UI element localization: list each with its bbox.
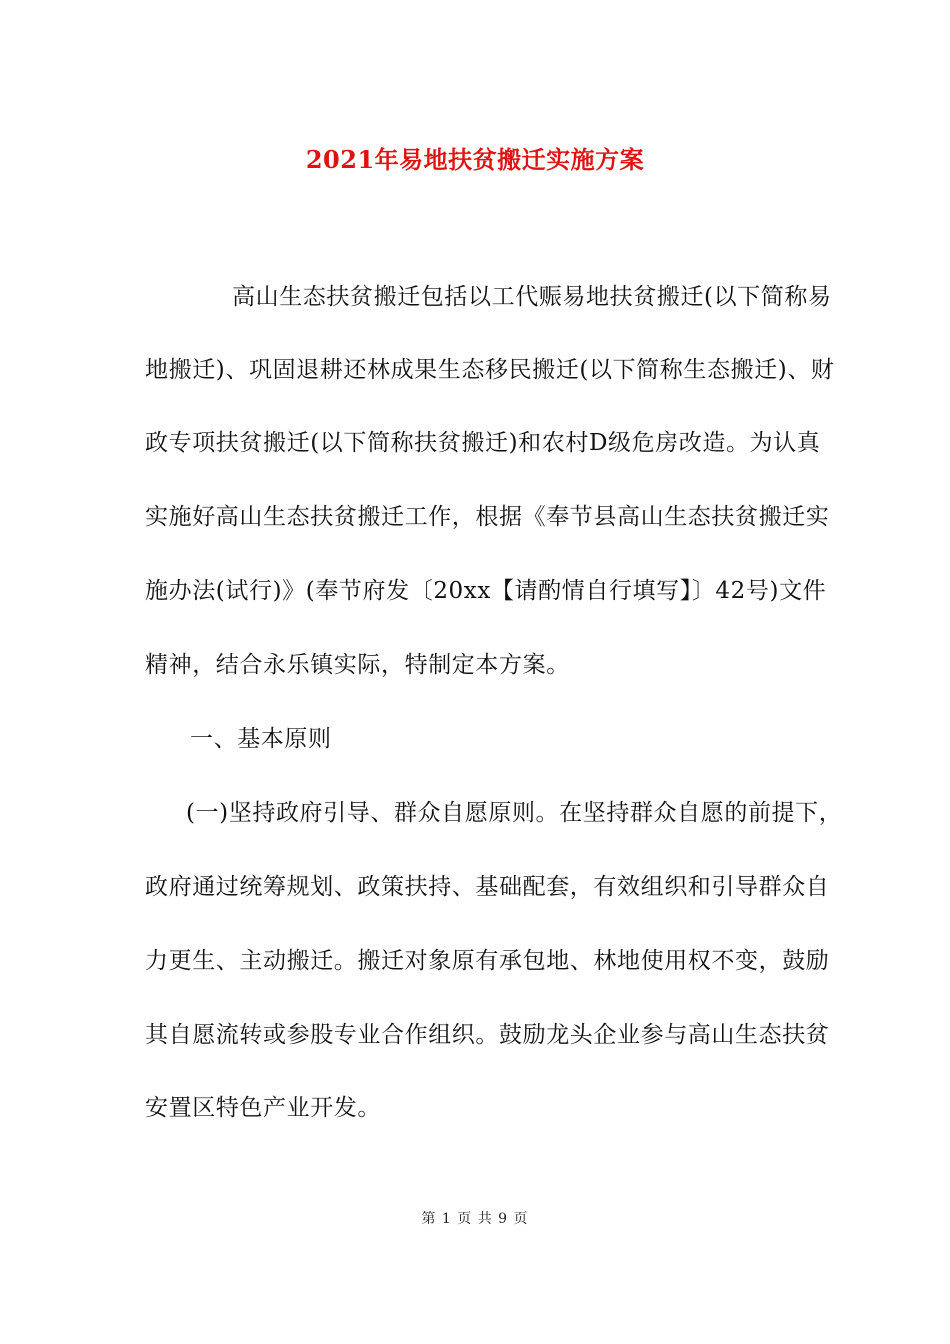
section-heading: 一、基本原则 bbox=[190, 726, 332, 752]
paragraph-line: 精神，结合永乐镇实际，特制定本方案。 bbox=[145, 652, 570, 678]
paragraph-line: 高山生态扶贫搬迁包括以工代赈易地扶贫搬迁(以下简称易 bbox=[232, 284, 832, 310]
paragraph-line: 政府通过统筹规划、政策扶持、基础配套，有效组织和引导群众自 bbox=[145, 874, 830, 900]
paragraph-line: 力更生、主动搬迁。搬迁对象原有承包地、林地使用权不变，鼓励 bbox=[145, 948, 830, 974]
paragraph-line: 地搬迁)、巩固退耕还林成果生态移民搬迁(以下简称生态搬迁)、财 bbox=[145, 357, 835, 383]
paragraph-line: (一)坚持政府引导、群众自愿原则。在坚持群众自愿的前提下， bbox=[186, 800, 843, 826]
page-number-footer: 第 1 页 共 9 页 bbox=[421, 1211, 529, 1227]
paragraph-line: 政专项扶贫搬迁(以下简称扶贫搬迁)和农村D级危房改造。为认真 bbox=[145, 430, 821, 456]
page-title: 2021年易地扶贫搬迁实施方案 bbox=[305, 145, 645, 174]
paragraph-line: 实施好高山生态扶贫搬迁工作，根据《奉节县高山生态扶贫搬迁实 bbox=[145, 504, 830, 530]
paragraph-line: 其自愿流转或参股专业合作组织。鼓励龙头企业参与高山生态扶贫 bbox=[145, 1022, 830, 1048]
paragraph-line: 施办法(试行)》(奉节府发〔20xx【请酌情自行填写】〕42号)文件 bbox=[145, 578, 827, 604]
paragraph-line: 安置区特色产业开发。 bbox=[145, 1095, 381, 1121]
